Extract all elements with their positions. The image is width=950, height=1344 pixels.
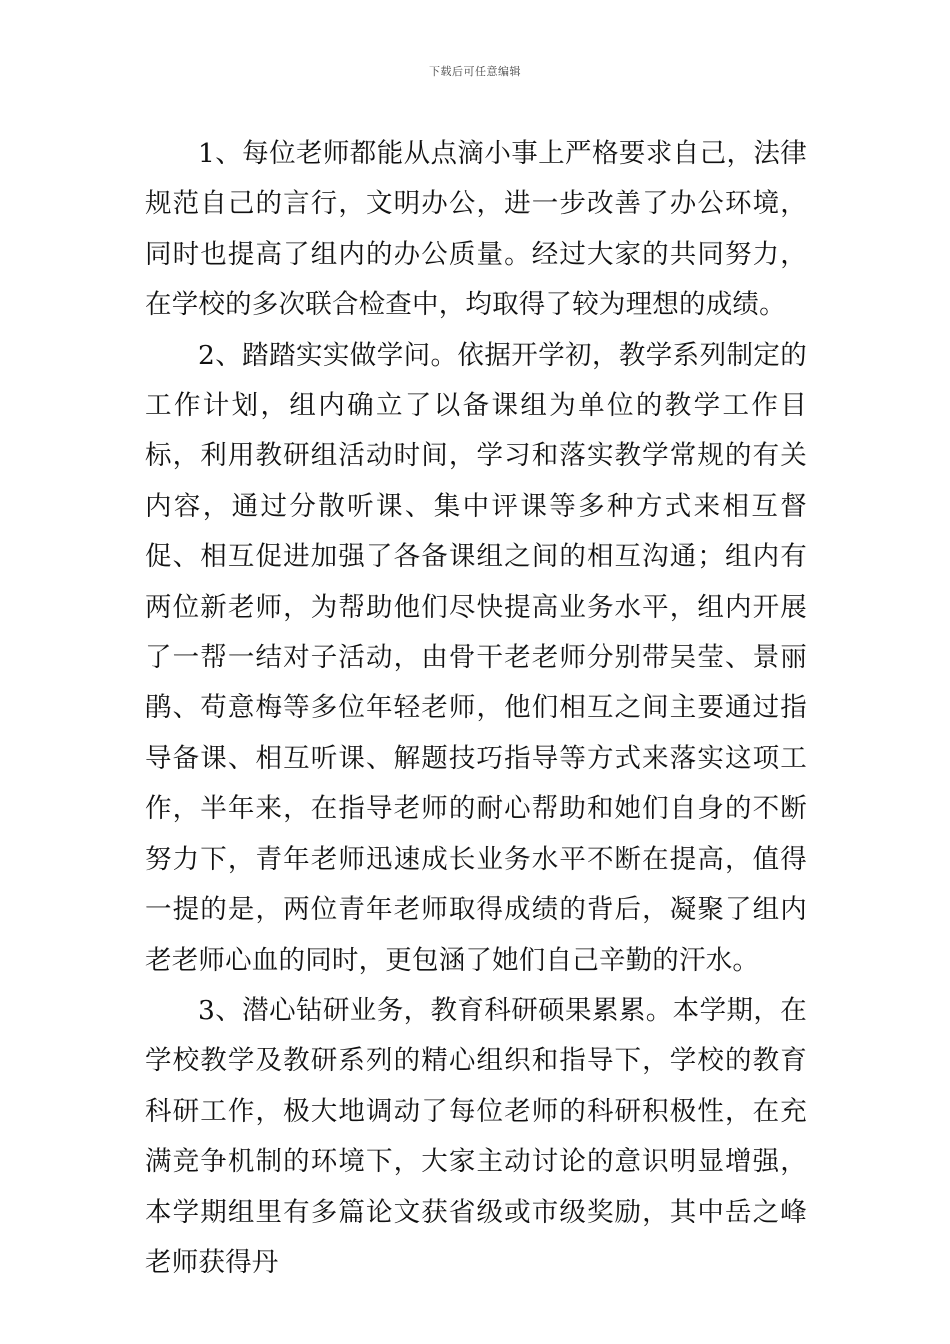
paragraph-2: 2、踏踏实实做学问。依据开学初，教学系列制定的工作计划，组内确立了以备课组为单位的教学工作目标，利用教研组活动时间，学习和落实教学常规的有关内容，通过分散听课、集中评课等多种方式来相互督促、相互促进加强了各备课组之间的相互沟通；组内有两位新老师，为帮助他们尽快提高业务水平，组内开展了一帮一结对子活动，由骨干老老师分别带吴莹、景丽鹃、苟意梅等多位年轻老师，他们相互之间主要通过指导备课、相互听课、解题技巧指导等方式来落实这项工作，半年来，在指导老师的耐心帮助和她们自身的不断努力下，青年老师迅速成长业务水平不断在提高，值得一提的是，两位青年老师取得成绩的背后，凝聚了组内老老师心血的同时，更包涵了她们自己辛勤的汗水。 bbox=[145, 339, 807, 976]
paragraph-3: 3、潜心钻研业务，教育科研硕果累累。本学期，在学校教学及教研系列的精心组织和指导下，学校的教育科研工作，极大地调动了每位老师的科研积极性，在充满竞争机制的环境下，大家主动讨论的意识明显增强，本学期组里有多篇论文获省级或市级奖励，其中岳之峰老师获得丹 bbox=[145, 994, 807, 1278]
paragraph-1: 1、每位老师都能从点滴小事上严格要求自己，法律规范自己的言行，文明办公，进一步改善了办公环境，同时也提高了组内的办公质量。经过大家的共同努力，在学校的多次联合检查中，均取得了较为理想的成绩。 bbox=[145, 138, 807, 321]
document-body bbox=[145, 129, 807, 1288]
page-header-note: 下载后可任意编辑 bbox=[429, 65, 521, 78]
